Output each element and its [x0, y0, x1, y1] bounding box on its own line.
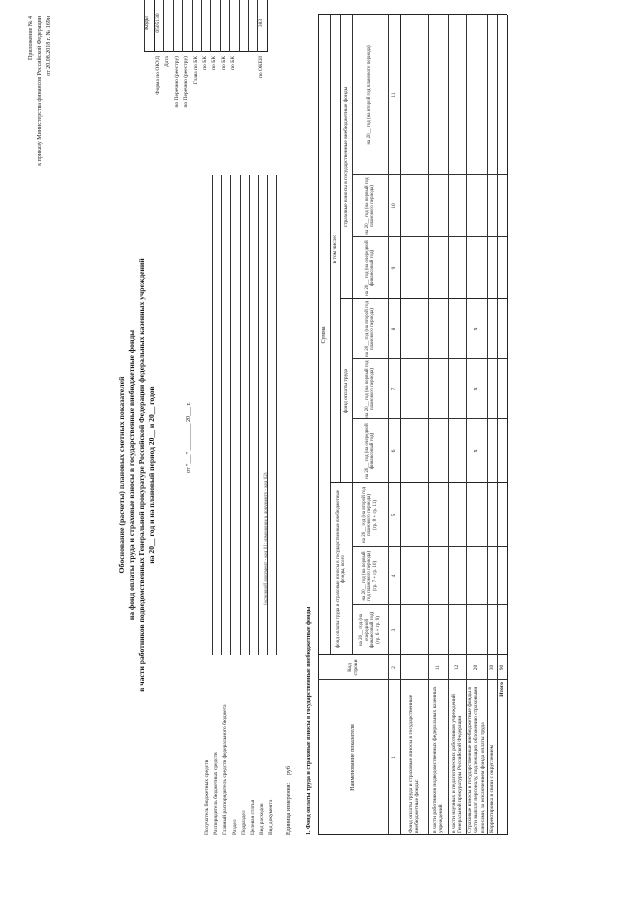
requisite-underline-1 [221, 175, 222, 655]
col-line-7 [352, 358, 507, 359]
row-code-3: 20 [473, 664, 480, 671]
codes-row-line [163, 0, 164, 52]
document-date: от "___" _________ 20___ г. [186, 402, 192, 473]
codes-header: Коды [144, 16, 150, 30]
codes-row-line [173, 0, 174, 52]
row-name-1: в части работников подведомственных федеральных казенных учреждений [431, 686, 444, 833]
codes-row-line [192, 0, 193, 52]
column-number-10: 10 [390, 203, 397, 209]
document-period: на 20__ год и на плановый период 20__ и 20__ годов [147, 386, 156, 564]
codes-label-0: Форма по ОКУД [155, 56, 161, 95]
document-subtitle-2: в части работников подведомственных Генеральной прокуратуре Российской Федерации федеральных казенных учреждений [137, 258, 146, 692]
requisite-underline-3 [240, 175, 241, 655]
requisite-label-4: Подраздел [240, 810, 247, 835]
row-name-2: в части научных и педагогических работников учреждений Генеральной прокуратуры Российской Федерации [450, 694, 463, 833]
header-year-col-5 [353, 484, 387, 546]
col-line-1 [318, 679, 507, 680]
requisite-underline-4 [249, 175, 250, 655]
codes-label-11: по ОКЕИ [258, 56, 265, 79]
header-code: Код строки [346, 659, 359, 676]
col-line-4 [352, 546, 507, 547]
col-line-5 [330, 482, 507, 483]
codes-label-3: по Перечню (реестру) [183, 56, 190, 108]
requisite-label-2: Главный распорядитель средств федерального бюджета [222, 704, 229, 835]
requisite-underline-0 [212, 175, 213, 655]
document-title: Обоснование (расчеты) плановых сметных показателей [117, 376, 126, 574]
requisite-underline-7 [276, 175, 277, 655]
codes-label-6: по БК [211, 56, 218, 70]
header-formula-5: (гр. 8 + гр. 11) [372, 499, 378, 531]
codes-row-line [239, 0, 240, 52]
header-year-col-7 [353, 360, 387, 418]
unit-label: Единица измерения: [286, 782, 292, 835]
header-year-col-6 [353, 420, 387, 482]
codes-row-line [182, 0, 183, 52]
row-code-2: 12 [453, 664, 460, 671]
codes-label-8: по БК [230, 56, 237, 70]
header-year-col-3 [353, 606, 387, 654]
header-year-text-9: на 20__ год (на очередной финансовый год) [364, 240, 375, 296]
header-fot: фонд оплаты труда [342, 368, 349, 414]
header-year-col-11 [353, 16, 387, 174]
codes-top-line [144, 0, 145, 52]
column-number-9: 9 [390, 266, 397, 270]
header-name: Наименование показателя [349, 724, 356, 791]
row-name-3: Страховые взносы в государственные внебюджетные фонды в части выплат персоналу, подлежащих обложению страховыми взносами, за исключением фонда оплаты труда [467, 686, 486, 833]
codes-row-line [248, 0, 249, 52]
column-number-1: 1 [390, 756, 397, 759]
codes-row-line [210, 0, 211, 52]
requisite-label-5: Целевая статья [250, 799, 256, 835]
codes-label-5: по БК [202, 56, 208, 70]
codes-label-4: Глава по БК [192, 56, 199, 85]
row-code-4: 30 [488, 664, 495, 671]
header-sum: Сумма [320, 326, 327, 344]
codes-label-1: Дата [164, 56, 171, 67]
header-year-col-8 [353, 300, 387, 358]
header-insurance: страховые взносы в государственные внебюджетные фонды [342, 86, 349, 228]
col-line-3 [352, 604, 507, 605]
header-year-text-5: на 20__ год (на второй год планового периода) [361, 487, 373, 543]
header-year-text-4: на 20__ год (на первый год планового периода) [361, 551, 373, 601]
row-line-5 [507, 15, 508, 835]
row-code-1: 11 [434, 664, 441, 671]
column-number-11: 11 [390, 92, 397, 98]
column-number-2: 2 [390, 666, 397, 669]
column-number-5: 5 [390, 513, 397, 517]
col-line-2 [318, 654, 507, 655]
codes-value-0: 0505130 [155, 13, 161, 33]
document-kind-hint: (основной документ - код 01; изменение к документу - код 02) [264, 472, 269, 605]
codes-value-11: 383 [258, 18, 265, 28]
header-year-text-8: на 20__ год (на второй год планового периода) [364, 301, 375, 357]
column-number-3: 3 [390, 628, 397, 632]
row-code-5: 90 [498, 664, 505, 671]
header-year-col-4 [353, 548, 387, 604]
col-line-8 [340, 298, 507, 299]
col-line-9 [352, 236, 507, 237]
codes-row-line [201, 0, 202, 52]
header-year-text-3: на 20__ год (на очередной финансовый год) [359, 611, 375, 649]
requisite-label-6: Вид расходов [259, 803, 266, 835]
table-left-border [318, 834, 507, 835]
requisite-label-3: Раздел [231, 819, 238, 835]
requisite-label-0: Получатель бюджетных средств [204, 759, 210, 835]
codes-row-line [267, 0, 268, 52]
row-name-4: Корректировка в связи с округлением [488, 744, 495, 833]
col-line-6 [352, 418, 507, 419]
x-mark-col-6: x [473, 449, 480, 453]
row-name-5: Итого [498, 682, 505, 697]
header-fot-all: фонд оплаты труда и страховые взносы в государственные внебюджетные фонды, всего [335, 490, 346, 648]
requisite-underline-5 [258, 175, 259, 655]
column-number-8: 8 [390, 327, 397, 331]
requisite-underline-2 [230, 175, 231, 655]
appendix-order: к приказу Министерства финансов Российской Федерации [37, 16, 43, 166]
header-year-text-6: на 20__ год (на очередной финансовый год) [364, 423, 375, 479]
appendix-date: от 20.08.2018 г. № 169н [46, 16, 52, 76]
x-mark-col-8: x [473, 327, 480, 331]
header-year-text-10: на 20__ год (на первый год планового периода) [364, 177, 375, 235]
header-year-col-9 [353, 238, 387, 298]
header-including: в том числе: [331, 234, 338, 264]
requisite-label-7: Вид документа [268, 799, 275, 835]
requisite-label-1: Распорядитель бюджетных средств [213, 752, 220, 835]
column-number-4: 4 [390, 574, 397, 578]
codes-label-2: по Перечню (реестру) [173, 56, 180, 108]
row-code-0 [401, 656, 427, 679]
section-heading: 1. Фонд оплаты труда и страховые взносы в государственные внебюджетные фонды [306, 606, 312, 835]
codes-label-7: по БК [220, 56, 227, 70]
column-number-7: 7 [390, 387, 397, 391]
column-number-6: 6 [390, 449, 397, 453]
codes-row-line [229, 0, 230, 52]
header-year-col-10 [353, 176, 387, 236]
x-mark-col-7: x [473, 387, 480, 391]
row-name-0: Фонд оплаты труда и страховые взносы в государственные внебюджетные фонды: [407, 694, 420, 833]
table-right-border [318, 14, 507, 15]
col-line-10 [352, 174, 507, 175]
appendix-number: Приложение № 4 [28, 16, 34, 60]
unit-value: руб [286, 766, 292, 775]
header-formula-3: (гр. 6 + гр. 9) [375, 616, 381, 644]
document-subtitle-1: на фонд оплаты труда и страховые взносы в государственные внебюджетные фонды [127, 329, 136, 621]
header-formula-4: (гр. 7 + гр. 10) [372, 560, 378, 592]
codes-row-line [220, 0, 221, 52]
header-year-text-11: на 20__ год (на второй год планового периода) [367, 45, 373, 145]
header-year-text-7: на 20__ год (на первый год планового периода) [364, 360, 375, 418]
